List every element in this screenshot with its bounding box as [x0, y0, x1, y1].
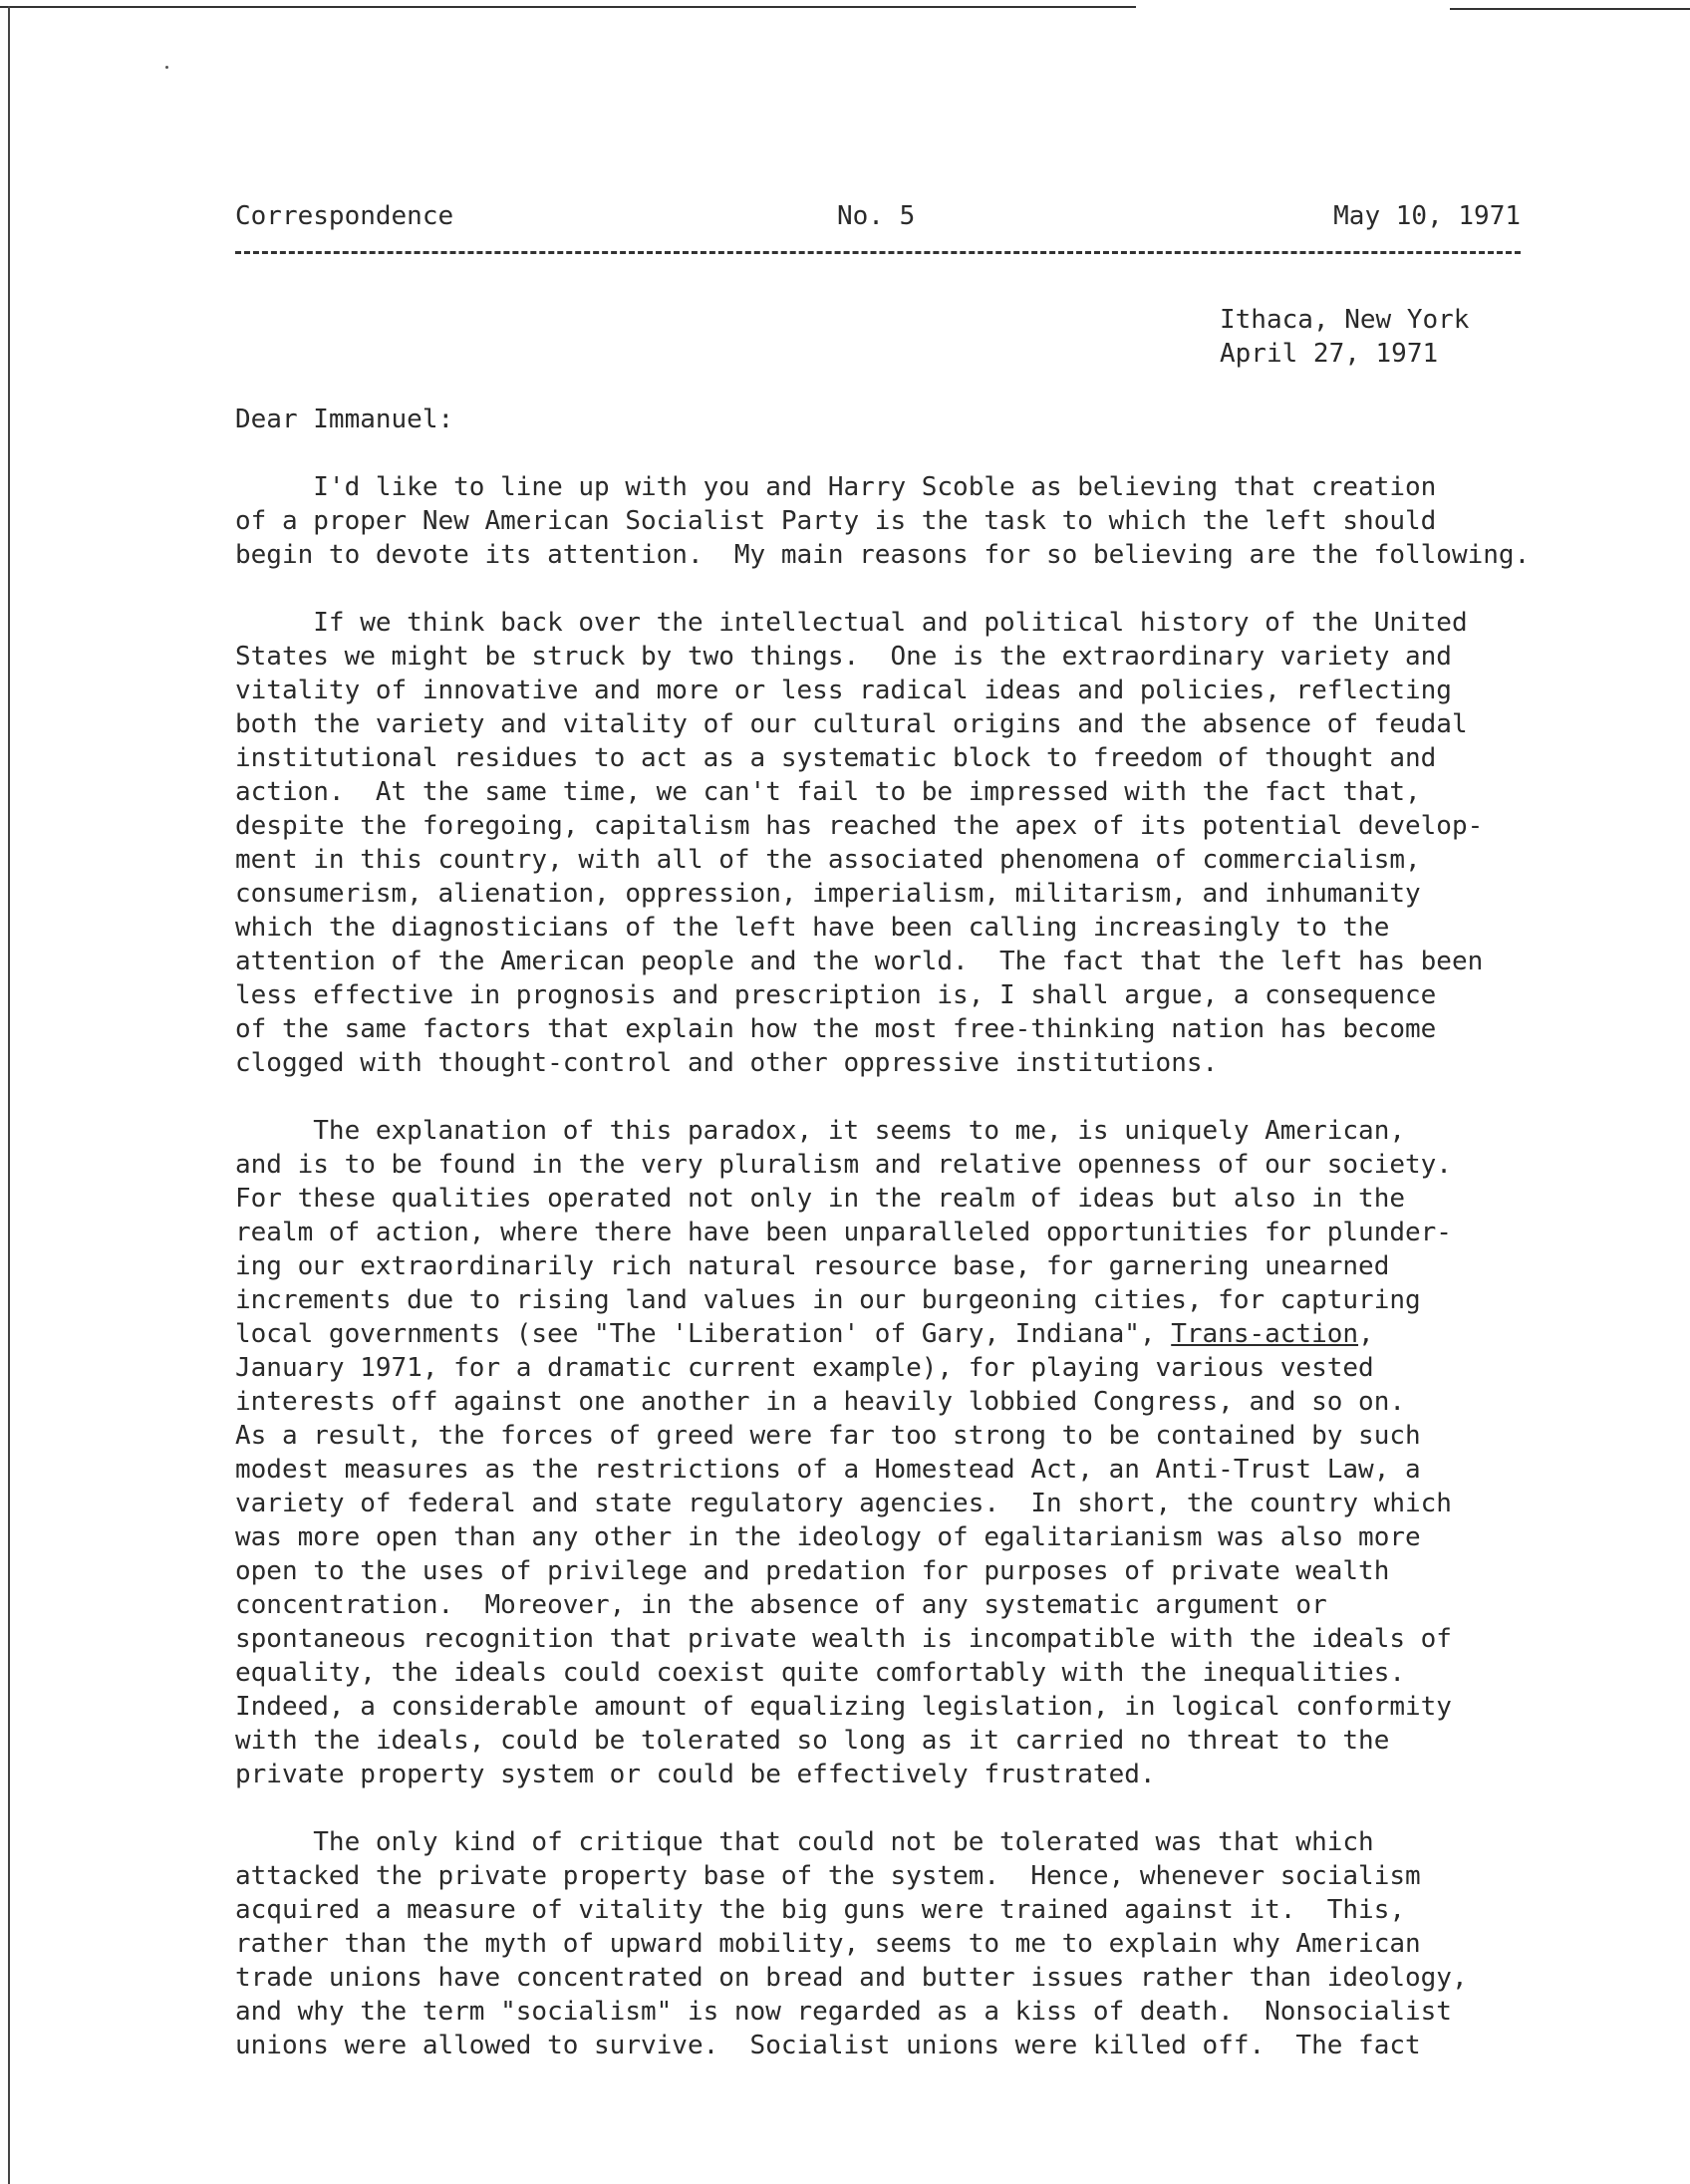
text-line: of the same factors that explain how the most free-thinking nation has become — [235, 1014, 1437, 1044]
text-line: of a proper New American Socialist Party is the task to which the left should — [235, 506, 1437, 536]
text-line: modest measures as the restrictions of a Homestead Act, an Anti-Trust Law, a — [235, 1455, 1421, 1485]
page-header — [235, 199, 1521, 233]
header-issue-number: No. 5 — [837, 201, 916, 231]
text-line: despite the foregoing, capitalism has reached the apex of its potential develop- — [235, 811, 1484, 841]
paragraph-1 — [235, 470, 1650, 572]
salutation: Dear Immanuel: — [235, 405, 454, 434]
text-line: interests off against one another in a heavily lobbied Congress, and so on. — [235, 1387, 1405, 1417]
text-line: rather than the myth of upward mobility, seems to me to explain why American — [235, 1929, 1421, 1959]
text-line: consumerism, alienation, oppression, imperialism, militarism, and inhumanity — [235, 879, 1421, 909]
text-line: ing our extraordinarily rich natural resource base, for garnering unearned — [235, 1251, 1390, 1281]
text-line-with-citation — [235, 1317, 1650, 1351]
text-line: equality, the ideals could coexist quite comfortably with the inequalities. — [235, 1658, 1405, 1688]
scan-edge-top-right — [1450, 8, 1690, 10]
text-line: open to the uses of privilege and predation for purposes of private wealth — [235, 1556, 1390, 1586]
text-line: clogged with thought-control and other oppressive institutions. — [235, 1048, 1219, 1078]
paragraph-4 — [235, 1825, 1650, 2062]
citation-prefix: local governments (see "The 'Liberation' of Gary, Indiana", — [235, 1319, 1172, 1349]
letter-place-date — [1220, 303, 1469, 371]
citation-suffix: , — [1358, 1319, 1374, 1349]
text-line: begin to devote its attention. My main reasons for so believing are the following. — [235, 540, 1531, 570]
text-line: vitality of innovative and more or less radical ideas and policies, reflecting — [235, 676, 1452, 705]
text-line: If we think back over the intellectual and political history of the United — [235, 608, 1468, 638]
letter-place: Ithaca, New York — [1220, 305, 1470, 335]
text-line: Indeed, a considerable amount of equalizing legislation, in logical conformity — [235, 1692, 1452, 1722]
text-line: private property system or could be effectively frustrated. — [235, 1760, 1156, 1789]
text-line: both the variety and vitality of our cultural origins and the absence of feudal — [235, 709, 1468, 739]
letter-body — [235, 403, 1650, 2096]
text-line: For these qualities operated not only in the realm of ideas but also in the — [235, 1184, 1405, 1214]
text-line: with the ideals, could be tolerated so long as it carried no threat to the — [235, 1726, 1390, 1756]
text-line: attacked the private property base of the system. Hence, whenever socialism — [235, 1861, 1421, 1891]
text-line: and why the term "socialism" is now regarded as a kiss of death. Nonsocialist — [235, 1997, 1452, 2027]
text-line: spontaneous recognition that private wealth is incompatible with the ideals of — [235, 1624, 1452, 1654]
text-line: January 1971, for a dramatic current example), for playing various vested — [235, 1353, 1374, 1383]
text-line: increments due to rising land values in our burgeoning cities, for capturing — [235, 1285, 1421, 1315]
text-line: action. At the same time, we can't fail to be impressed with the fact that, — [235, 777, 1421, 807]
journal-title: Trans-action — [1171, 1319, 1359, 1349]
text-line: unions were allowed to survive. Socialist unions were killed off. The fact — [235, 2031, 1421, 2060]
paragraph-2 — [235, 606, 1650, 1080]
text-line: The explanation of this paradox, it seems to me, is uniquely American, — [235, 1116, 1405, 1146]
letter-date: April 27, 1971 — [1220, 339, 1439, 369]
text-line: I'd like to line up with you and Harry Scoble as believing that creation — [235, 472, 1437, 502]
text-line: concentration. Moreover, in the absence of any systematic argument or — [235, 1590, 1327, 1620]
text-line: less effective in prognosis and prescription is, I shall argue, a consequence — [235, 980, 1437, 1010]
text-line: ment in this country, with all of the associated phenomena of commercialism, — [235, 845, 1421, 875]
scan-edge-top — [0, 6, 1136, 8]
text-line: As a result, the forces of greed were far too strong to be contained by such — [235, 1421, 1421, 1451]
text-line: realm of action, where there have been unparalleled opportunities for plunder- — [235, 1218, 1452, 1247]
text-line: which the diagnosticians of the left have been calling increasingly to the — [235, 913, 1390, 943]
paragraph-3 — [235, 1114, 1650, 1791]
text-line: trade unions have concentrated on bread and butter issues rather than ideology, — [235, 1963, 1468, 1993]
text-line: institutional residues to act as a systematic block to freedom of thought and — [235, 743, 1437, 773]
scan-speck — [165, 66, 168, 69]
text-line: variety of federal and state regulatory agencies. In short, the country which — [235, 1489, 1452, 1518]
text-line: and is to be found in the very pluralism and relative openness of our society. — [235, 1150, 1452, 1180]
text-line: States we might be struck by two things. One is the extraordinary variety and — [235, 642, 1452, 672]
text-line: The only kind of critique that could not be tolerated was that which — [235, 1827, 1374, 1857]
header-issue-date: May 10, 1971 — [1333, 201, 1521, 231]
scan-edge-left — [8, 6, 10, 2184]
text-line: acquired a measure of vitality the big guns were trained against it. This, — [235, 1895, 1405, 1925]
text-line: attention of the American people and the world. The fact that the left has been — [235, 947, 1484, 976]
header-dashed-rule — [235, 251, 1521, 254]
header-series-title: Correspondence — [235, 201, 454, 231]
text-line: was more open than any other in the ideology of egalitarianism was also more — [235, 1522, 1421, 1552]
